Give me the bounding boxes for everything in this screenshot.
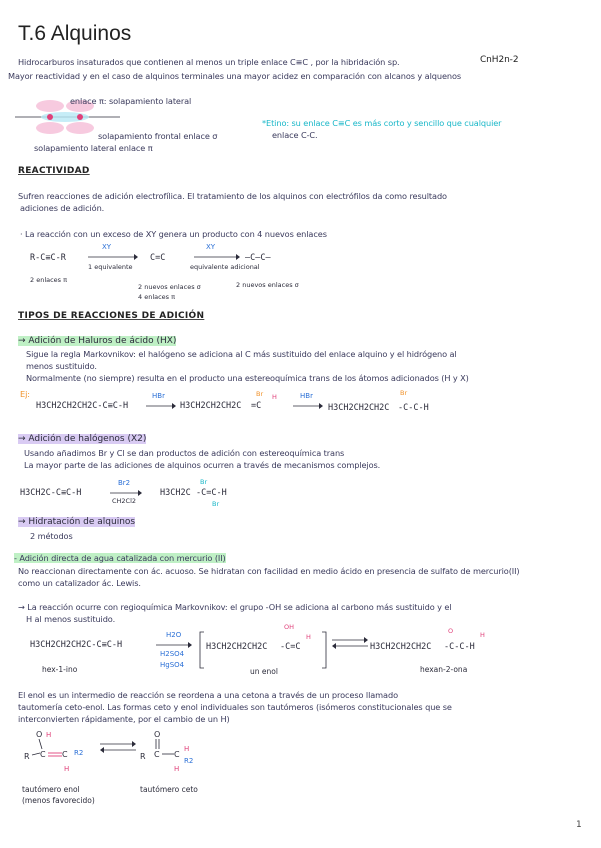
hexyne-reactant: H3CH2CH2CH2C-C≡C-H bbox=[30, 640, 123, 650]
hx-line-2: menos sustituido. bbox=[26, 361, 97, 371]
page-title: T.6 Alquinos bbox=[18, 22, 132, 45]
tautomer-enol-structure bbox=[22, 727, 102, 777]
enol-tautomer-label-2: (menos favorecido) bbox=[22, 796, 95, 805]
hx-title-text: → Adición de Haluros de ácido (HX) bbox=[18, 336, 177, 346]
reaction-arrow-hx-2 bbox=[293, 402, 323, 410]
reactividad-line-2: adiciones de adición. bbox=[20, 203, 105, 213]
h2o-label: H2O bbox=[166, 631, 182, 639]
enol-line-1: El enol es un intermedio de reacción se reordena a una cetona a través de un proceso llamado bbox=[18, 690, 398, 700]
svg-text:O: O bbox=[154, 730, 161, 739]
tautomer-ceto-structure bbox=[138, 727, 208, 777]
br2-label: Br2 bbox=[118, 479, 131, 487]
enol-oh: OH bbox=[284, 623, 295, 631]
reaction-arrow-hx-1 bbox=[146, 402, 176, 410]
etino-note bbox=[262, 118, 501, 129]
x2-product-br-bottom: Br bbox=[212, 500, 220, 508]
enol-structure: H3CH2CH2CH2C bbox=[206, 642, 268, 652]
svg-text:C: C bbox=[174, 750, 180, 759]
reactividad-bullet: · La reacción con un exceso de XY genera un producto con 4 nuevos enlaces bbox=[20, 229, 327, 239]
section-heading-reactividad: REACTIVIDAD bbox=[18, 166, 90, 176]
hx-intermediate: H3CH2CH2CH2C bbox=[180, 401, 242, 411]
hx-product-tail: -C-C-H bbox=[398, 403, 429, 413]
example-label: Ej: bbox=[20, 389, 30, 399]
svg-text:R: R bbox=[140, 752, 146, 761]
pi-bonds-note: 4 enlaces π bbox=[138, 293, 176, 301]
x2-line-1: Usando añadimos Br y Cl se dan productos de adición con estereoquímica trans bbox=[24, 448, 345, 458]
svg-text:H: H bbox=[184, 745, 190, 753]
general-formula: CnH2n-2 bbox=[480, 55, 519, 65]
enol-line-3: interconvierten rápidamente, por el cambio de un H) bbox=[18, 714, 230, 724]
x2-product-tail: -C=C-H bbox=[196, 488, 227, 498]
etino-note-2: enlace C-C. bbox=[272, 130, 318, 140]
svg-text:R: R bbox=[24, 752, 30, 761]
ketone-product-tail: -C-C-H bbox=[444, 642, 475, 652]
svg-text:H: H bbox=[64, 765, 70, 773]
direct-line-1: No reaccionan directamente con ác. acuoso. Se hidratan con facilidad en medio ácido en presencia de sulfato de mercurio(II) bbox=[18, 566, 520, 576]
hx-intermediate-h: H bbox=[272, 393, 277, 401]
direct-line-2: como un catalizador ác. Lewis. bbox=[18, 578, 141, 588]
orbital-label-sigma: solapamiento frontal enlace σ bbox=[98, 131, 218, 141]
alkane-product: –C–C– bbox=[245, 253, 271, 263]
etino-note-text: *Etino: su enlace C≡C es más corto y sencillo que cualquier bbox=[262, 118, 502, 128]
svg-text:H: H bbox=[46, 731, 52, 739]
reaction-arrow-2 bbox=[194, 253, 240, 261]
reactividad-line-1: Sufren reacciones de adición electrofílica. El tratamiento de los alquinos con electrófilos da como resultado bbox=[18, 191, 447, 201]
direct-hydration-title bbox=[14, 553, 226, 564]
enol-h: H bbox=[306, 633, 311, 641]
hbr-label-1: HBr bbox=[152, 392, 165, 400]
svg-text:C: C bbox=[154, 750, 160, 759]
x2-title-text: → Adición de halógenos (X2) bbox=[18, 434, 147, 444]
enol-line-2: tautomería ceto-enol. Las formas ceto y enol individuales son tautómeros (isómeros constitucionales que se bbox=[18, 702, 452, 712]
tautomer-arrows bbox=[100, 740, 136, 754]
hx-product: H3CH2CH2CH2C bbox=[328, 403, 390, 413]
two-pi-bonds: 2 enlaces π bbox=[30, 276, 68, 284]
x2-product-br-top: Br bbox=[200, 478, 208, 486]
x2-product: H3CH2C bbox=[160, 488, 191, 498]
hydration-title-text: → Hidratación de alquinos bbox=[18, 517, 136, 527]
xy-label-2: XY bbox=[206, 243, 216, 251]
hx-line-1: Sigue la regla Markovnikov: el halógeno se adiciona al C más sustituido del enlace alquino y el hidrógeno al bbox=[26, 349, 457, 359]
hx-intermediate-double-bond: =C bbox=[251, 401, 262, 411]
alkyne-reactant: R-C≡C-R bbox=[30, 253, 66, 263]
ketone-h: H bbox=[480, 631, 485, 639]
reaction-arrow-x2 bbox=[110, 489, 142, 497]
solvent-label: CH2Cl2 bbox=[112, 497, 137, 505]
orbital-label-lateral: solapamiento lateral enlace π bbox=[34, 143, 153, 153]
hydration-subtitle: 2 métodos bbox=[30, 531, 73, 541]
additional-equivalent: equivalente adicional bbox=[190, 263, 260, 271]
hx-line-3: Normalmente (no siempre) resulta en el producto una estereoquímica trans de los átomos adicionados (H y X) bbox=[26, 373, 469, 383]
hx-title bbox=[18, 336, 176, 346]
x2-reactant: H3CH2C-C≡C-H bbox=[20, 488, 82, 498]
hydration-title bbox=[18, 517, 135, 527]
one-equivalent: 1 equivalente bbox=[88, 263, 133, 271]
new-bonds-2: 2 nuevos enlaces σ bbox=[236, 281, 299, 289]
hx-product-br: Br bbox=[400, 389, 408, 397]
equilibrium-arrows bbox=[332, 636, 368, 650]
svg-text:R2: R2 bbox=[74, 749, 84, 757]
markovnikov-line-1: → La reacción ocurre con regioquímica Markovnikov: el grupo -OH se adiciona al carbono más sustituido y el bbox=[18, 602, 452, 612]
enol-structure-tail: -C=C bbox=[280, 642, 301, 652]
intro-line-1: Hidrocarburos insaturados que contienen al menos un triple enlace C≡C , por la hibridación sp. bbox=[18, 57, 400, 67]
h2so4-label: H2SO4 bbox=[160, 650, 185, 658]
enol-tautomer-label: tautómero enol bbox=[22, 785, 80, 794]
hx-intermediate-br: Br bbox=[256, 390, 264, 398]
ketone-product: H3CH2CH2CH2C bbox=[370, 642, 432, 652]
new-bonds-1: 2 nuevos enlaces σ bbox=[138, 283, 201, 291]
direct-hydration-title-text: - Adición directa de agua catalizada con mercurio (II) bbox=[14, 553, 226, 563]
page-number: 1 bbox=[576, 820, 582, 830]
svg-text:C: C bbox=[62, 750, 68, 759]
hbr-label-2: HBr bbox=[300, 392, 313, 400]
reaction-arrow-1 bbox=[88, 253, 138, 261]
hgso4-label: HgSO4 bbox=[160, 661, 185, 669]
section-heading-tipos: TIPOS DE REACCIONES DE ADICIÓN bbox=[18, 311, 205, 321]
reaction-arrow-hydration bbox=[156, 641, 192, 649]
svg-text:O: O bbox=[36, 730, 43, 739]
intro-line-2: Mayor reactividad y en el caso de alquinos terminales una mayor acidez en comparación con alcanos y alquenos bbox=[8, 71, 462, 81]
alkene-intermediate: C=C bbox=[150, 253, 166, 263]
x2-title bbox=[18, 434, 146, 444]
x2-line-2: La mayor parte de las adiciones de alquinos ocurren a través de mecanismos complejos. bbox=[24, 460, 381, 470]
hx-reactant: H3CH2CH2CH2C-C≡C-H bbox=[36, 401, 129, 411]
orbital-label-pi: enlace π: solapamiento lateral bbox=[70, 96, 192, 106]
svg-text:H: H bbox=[174, 765, 180, 773]
enol-name: un enol bbox=[250, 667, 278, 676]
svg-text:R2: R2 bbox=[184, 757, 194, 765]
ketone-o: O bbox=[448, 627, 454, 635]
ketone-name: hexan-2-ona bbox=[420, 665, 468, 674]
xy-label-1: XY bbox=[102, 243, 112, 251]
hexyne-name: hex-1-ino bbox=[42, 665, 78, 674]
svg-text:C: C bbox=[40, 750, 46, 759]
ceto-tautomer-label: tautómero ceto bbox=[140, 785, 198, 794]
markovnikov-line-2: H al menos sustituido. bbox=[26, 614, 116, 624]
